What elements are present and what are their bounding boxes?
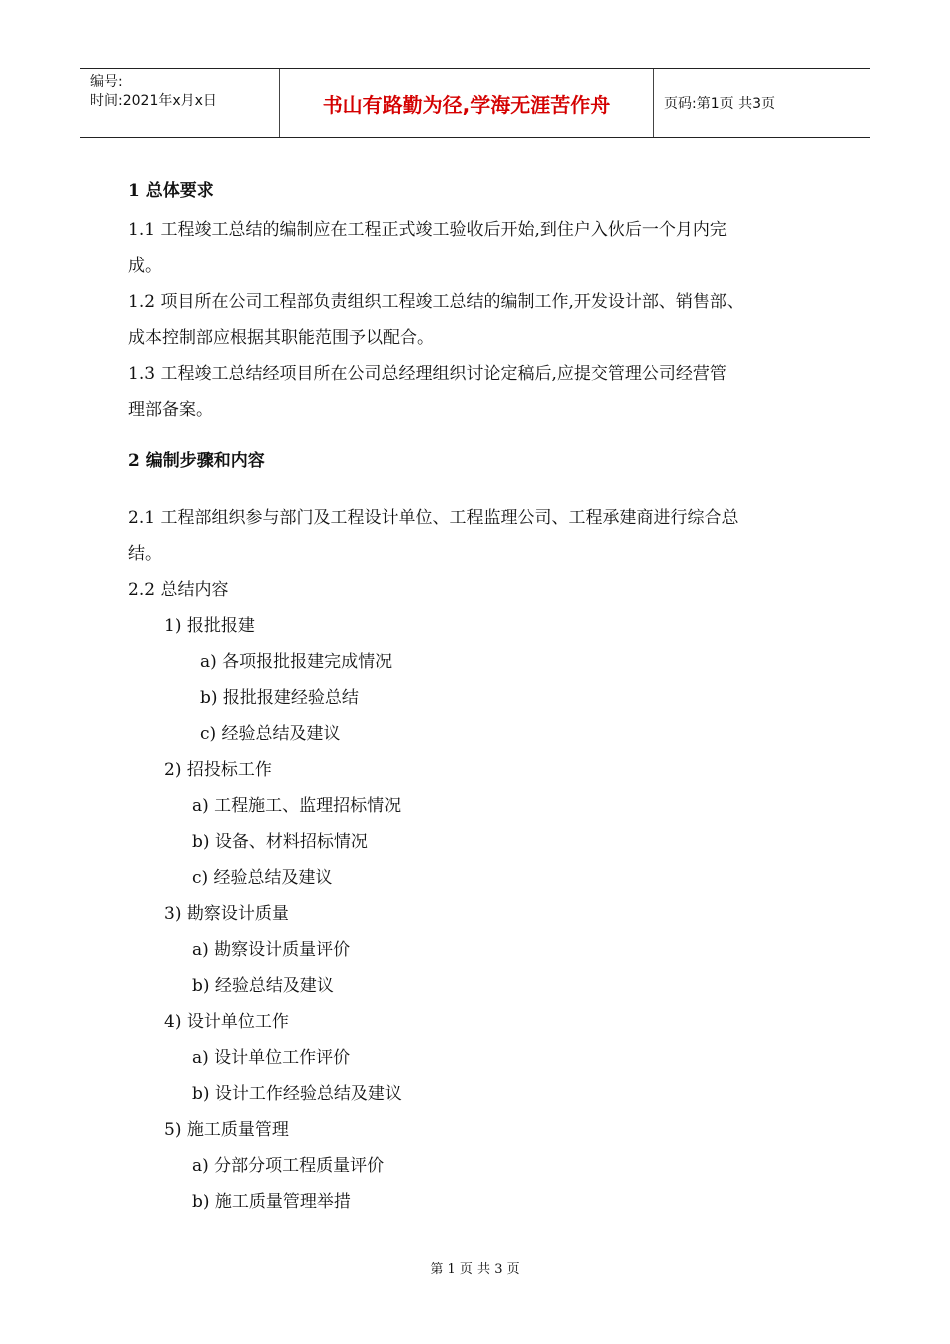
time-label: 时间:2021年x月x日	[90, 93, 217, 109]
paragraph-line: 理部备案。	[128, 400, 213, 420]
outline-item: 1) 报批报建	[164, 616, 255, 636]
document-body	[128, 176, 848, 1220]
page-footer: 第 1 页 共 3 页	[430, 1262, 520, 1277]
paragraph	[128, 500, 848, 572]
paragraph-line: 1.1 工程竣工总结的编制应在工程正式竣工验收后开始,到住户入伙后一个月内完	[128, 220, 727, 240]
section-title: 2 编制步骤和内容	[128, 451, 265, 471]
header-meta	[80, 69, 280, 137]
outline-subitem: b) 施工质量管理举措	[192, 1192, 351, 1212]
paragraph	[128, 284, 848, 356]
paragraph	[128, 212, 848, 284]
paragraph: 2.2 总结内容	[128, 580, 229, 600]
section-title: 1 总体要求	[128, 181, 214, 201]
paragraph-line: 结。	[128, 544, 162, 564]
paragraph-line: 1.2 项目所在公司工程部负责组织工程竣工总结的编制工作,开发设计部、销售部、	[128, 292, 744, 312]
outline-subitem: c) 经验总结及建议	[192, 868, 333, 888]
outline-list	[128, 608, 848, 1220]
outline-subitem: b) 经验总结及建议	[192, 976, 334, 996]
outline-subitem: a) 设计单位工作评价	[192, 1048, 351, 1068]
paragraph-line: 2.1 工程部组织参与部门及工程设计单位、工程监理公司、工程承建商进行综合总	[128, 508, 739, 528]
paragraph-line: 成。	[128, 256, 162, 276]
outline-subitem: a) 勘察设计质量评价	[192, 940, 351, 960]
outline-subitem: a) 分部分项工程质量评价	[192, 1156, 385, 1176]
outline-subitem: b) 设计工作经验总结及建议	[192, 1084, 402, 1104]
page-header	[80, 68, 870, 138]
outline-subitem: a) 各项报批报建完成情况	[200, 652, 393, 672]
serial-label: 编号:	[90, 74, 123, 90]
outline-subitem: b) 设备、材料招标情况	[192, 832, 368, 852]
outline-item: 4) 设计单位工作	[164, 1012, 289, 1032]
outline-subitem: c) 经验总结及建议	[200, 724, 341, 744]
outline-item: 2) 招投标工作	[164, 760, 272, 780]
outline-item: 3) 勘察设计质量	[164, 904, 289, 924]
header-page-info: 页码:第1页 共3页	[664, 96, 775, 112]
paragraph	[128, 356, 848, 428]
outline-subitem: b) 报批报建经验总结	[200, 688, 359, 708]
header-motto: 书山有路勤为径,学海无涯苦作舟	[280, 69, 654, 137]
outline-item: 5) 施工质量管理	[164, 1120, 289, 1140]
paragraph-line: 成本控制部应根据其职能范围予以配合。	[128, 328, 434, 348]
paragraph-line: 1.3 工程竣工总结经项目所在公司总经理组织讨论定稿后,应提交管理公司经营管	[128, 364, 727, 384]
outline-subitem: a) 工程施工、监理招标情况	[192, 796, 402, 816]
spacer	[128, 482, 848, 500]
spacer	[128, 428, 848, 446]
